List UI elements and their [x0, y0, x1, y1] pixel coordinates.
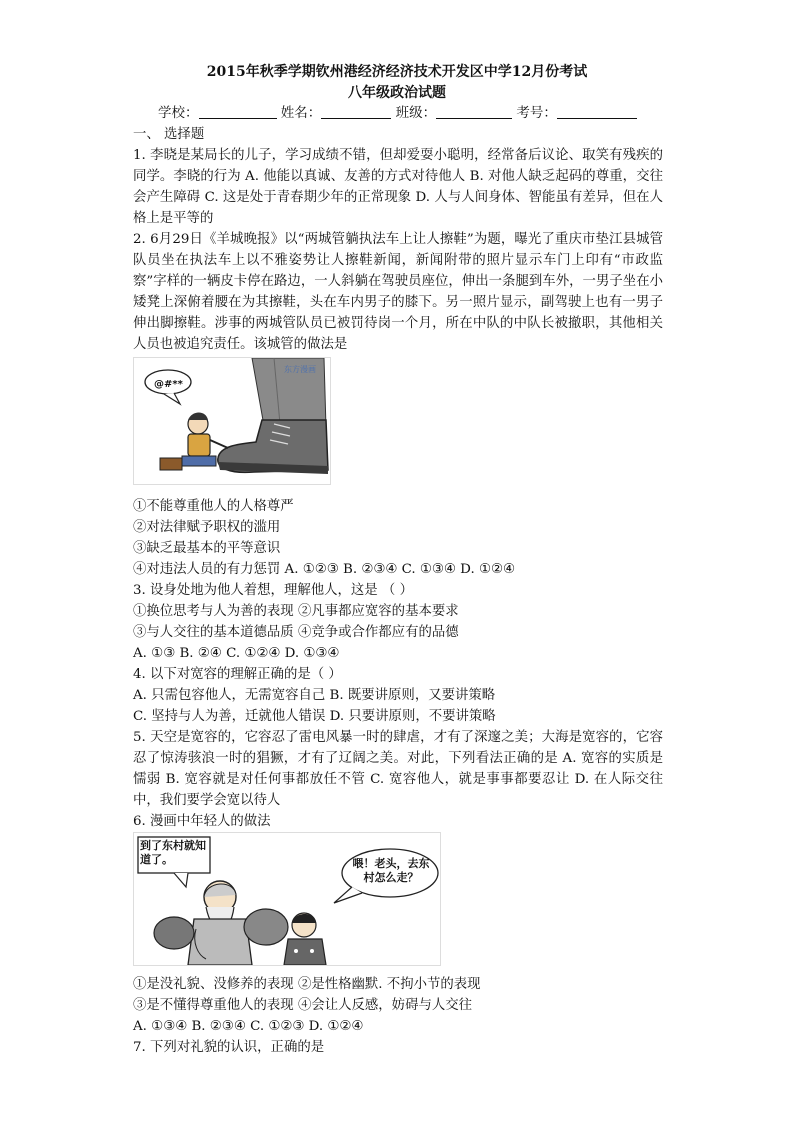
- question-block-2: [133, 496, 663, 832]
- q3-answers: A. ①③ B. ②④ C. ①②④ D. ①③④: [133, 646, 340, 661]
- question-block-1: [133, 124, 663, 355]
- question-3: 3. 设身处地为他人着想，理解他人，这是 （ ）: [133, 583, 413, 598]
- q4-options-1: A. 只需包容他人，无需宽容自己 B. 既要讲原则，又要讲策略: [133, 688, 496, 703]
- q2-option-2: ②对法律赋予职权的滥用: [133, 520, 281, 535]
- question-7: 7. 下列对礼貌的认识，正确的是: [133, 1040, 325, 1055]
- question-6: 6. 漫画中年轻人的做法: [133, 814, 271, 829]
- name-label: 姓名：: [280, 105, 322, 121]
- bubble-right-text: 喂！老头，去东村怎么走？: [352, 857, 430, 884]
- cartoon-boot-drawing: [134, 358, 330, 484]
- q2-option-4: ④对违法人员的有力惩罚 A. ①②③ B. ②③④ C. ①③④ D. ①②④: [133, 562, 515, 577]
- q6-answers: A. ①③④ B. ②③④ C. ①②③ D. ①②④: [133, 1019, 364, 1034]
- student-info-row: [158, 104, 637, 122]
- exam-title: 2015年秋季学期钦州港经济经济技术开发区中学12月份考试: [206, 64, 588, 80]
- q6-options-1: ①是没礼貌、没修养的表现 ②是性格幽默. 不拘小节的表现: [133, 977, 481, 992]
- exam-no-label: 考号：: [516, 105, 557, 121]
- class-label: 班级：: [395, 105, 437, 121]
- cartoon-boot-image: [133, 357, 331, 485]
- section-heading: 一、 选择题: [133, 127, 205, 142]
- school-blank[interactable]: [199, 105, 277, 119]
- question-2: 2. 6月29日《羊城晚报》以“两城管躺执法车上让人擦鞋”为题，曝光了重庆市垫江县城管队员坐在执法车上以不雅姿势让人擦鞋新闻，新闻附带的照片显示车门上印有“市政监察”字样的一辆皮卡停在路边，一人斜躺在驾驶员座位，伸出一条腿到车外，一男子坐在小矮凳上深俯着腰在为其擦鞋，头在车内男子的膝下。另一照片显示，副驾驶上也有一男子伸出脚擦鞋。涉事的两城管队员已被罚待岗一个月，所在中队的中队长被撤职，其他相关人员也被追究责任。该城管的做法是: [133, 232, 663, 352]
- question-5: 5. 天空是宽容的，它容忍了雷电风暴一时的肆虐，才有了深邃之美；大海是宽容的，它容忍了惊涛骇浪一时的猖獗，才有了辽阔之美。对此，下列看法正确的是 A. 宽容的实质是懦弱 B. 宽容就是对任何事都放任不管 C. 宽容他人，就是事事都要忍让 D. 在人际交往中，我们要学会宽以待人: [133, 730, 663, 808]
- q2-option-3: ③缺乏最基本的平等意识: [133, 541, 281, 556]
- class-blank[interactable]: [436, 105, 512, 119]
- bubble-left-text: 到了东村就知道了。: [140, 839, 206, 866]
- q3-options-2: ③与人交往的基本道德品质 ④竞争或合作都应有的品德: [133, 625, 459, 640]
- question-block-3: [133, 974, 663, 1058]
- q6-options-2: ③是不懂得尊重他人的表现 ④会让人反感，妨碍与人交往: [133, 998, 473, 1013]
- cartoon-directions-drawing: [134, 833, 440, 965]
- cartoon-speech: @#**: [154, 379, 183, 390]
- q3-options-1: ①换位思考与人为善的表现 ②凡事都应宽容的基本要求: [133, 604, 459, 619]
- exam-subtitle: 八年级政治试题: [348, 85, 446, 101]
- q2-option-1: ①不能尊重他人的人格尊严: [133, 499, 294, 514]
- question-4: 4. 以下对宽容的理解正确的是（ ）: [133, 667, 342, 682]
- name-blank[interactable]: [321, 105, 391, 119]
- school-label: 学校：: [158, 105, 199, 121]
- q4-options-2: C. 坚持与人为善，迁就他人错误 D. 只要讲原则，不要讲策略: [133, 709, 496, 724]
- exam-no-blank[interactable]: [557, 105, 637, 119]
- cartoon-stamp: 东方漫画: [284, 365, 316, 374]
- cartoon-directions-image: [133, 832, 441, 966]
- question-1: 1. 李晓是某局长的儿子，学习成绩不错，但却爱耍小聪明，经常备后议论、取笑有残疾的同学。李晓的行为 A. 他能以真诚、友善的方式对待他人 B. 对他人缺乏起码的尊重，交往会产生障碍 C. 这是处于青春期少年的正常现象 D. 人与人间身体、智能虽有差异，但在人格上是平等的: [133, 148, 663, 226]
